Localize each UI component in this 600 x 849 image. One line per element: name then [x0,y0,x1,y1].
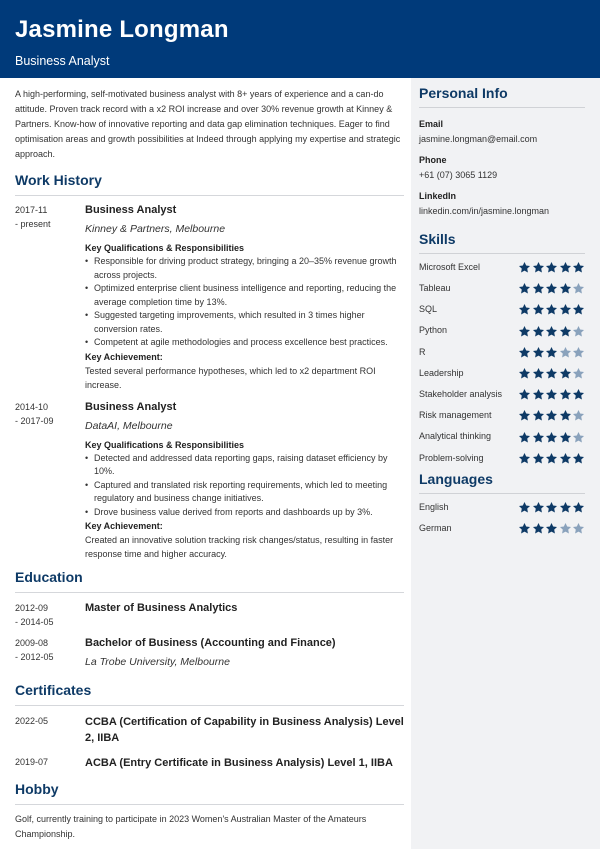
star-filled-icon [572,452,585,465]
star-filled-icon [545,282,558,295]
list-item: • Competent at agile methodologies and process excellence best practices. [85,336,404,350]
linkedin-value[interactable]: linkedin.com/in/jasmine.longman [419,206,550,216]
star-rating [518,367,586,380]
star-filled-icon [572,303,585,316]
hobby-text: Golf, currently training to participate in 2023 Women's Australian Master of the Amateurs Championship. [15,814,367,839]
email-value[interactable]: jasmine.longman@email.com [419,134,538,144]
star-empty-icon [572,431,585,444]
star-filled-icon [572,388,585,401]
star-filled-icon [545,346,558,359]
star-filled-icon [559,261,572,274]
rating-name: German [419,522,452,533]
rating-row [419,257,585,278]
personal-info-heading: Personal Info [419,83,585,108]
summary-text: A high-performing, self-motivated business analyst with 8+ years of experience and a can-do attitude. Proven track record with a x2 ROI increase and over 30% revenue growth at Kinney & Partners. Know-how of innovative reporting and data gap elimination techniques. Eager to find optimisation areas and growth possibilities at Indeed through applying my expertise and strategic approach. [15,89,401,159]
languages-heading: Languages [419,469,585,494]
star-filled-icon [545,388,558,401]
certificate-entry [15,714,404,746]
star-filled-icon [545,261,558,274]
star-rating [518,501,586,514]
star-filled-icon [545,522,558,535]
star-filled-icon [518,388,531,401]
rating-name: Problem-solving [419,452,484,463]
star-filled-icon [532,346,545,359]
star-filled-icon [518,452,531,465]
education-entry [15,601,404,629]
education-heading: Education [15,567,404,593]
star-filled-icon [545,367,558,380]
certificates-heading: Certificates [15,680,404,706]
star-empty-icon [559,346,572,359]
rating-name: English [419,501,449,512]
star-empty-icon [572,325,585,338]
star-filled-icon [532,409,545,422]
work-entry [15,400,404,562]
star-filled-icon [559,501,572,514]
star-filled-icon [545,452,558,465]
work-dates [15,203,85,392]
star-filled-icon [518,303,531,316]
rating-name: R [419,346,426,357]
star-filled-icon [532,388,545,401]
star-rating [518,325,586,338]
hobby-heading: Hobby [15,779,404,805]
star-filled-icon [532,325,545,338]
rating-row [419,278,585,299]
rating-name: Risk management [419,410,492,421]
rating-row [419,384,585,405]
star-filled-icon [559,431,572,444]
star-filled-icon [518,367,531,380]
star-empty-icon [572,409,585,422]
list-item: • Responsible for driving product strategy, bringing a 20–35% revenue growth across projects. [85,255,404,282]
date-start: 2017-11 [15,205,48,215]
star-filled-icon [518,346,531,359]
company-name: DataAI, Melbourne [85,419,173,432]
list-item: • Captured and translated risk reporting requirements, which led to meeting regulatory and business change initiatives. [85,479,404,506]
date-start: 2009-08 [15,638,49,648]
star-rating [518,261,586,274]
date-end: - present [15,219,51,229]
degree-title: Master of Business Analytics [85,602,238,614]
phone-value: +61 (07) 3065 1129 [419,170,498,180]
rating-name: Analytical thinking [419,431,492,442]
star-filled-icon [559,367,572,380]
rating-name: Stakeholder analysis [419,388,503,399]
skills-list [419,257,585,469]
phone-block [419,154,585,181]
star-filled-icon [518,409,531,422]
rating-name: Python [419,325,448,336]
rating-row [419,448,585,469]
date-start: 2014-10 [15,401,49,412]
star-filled-icon [532,303,545,316]
achievement-label: Key Achievement: [85,351,163,362]
star-rating [518,303,586,316]
list-item: • Detected and addressed data reporting gaps, raising dataset efficiency by 10%. [85,452,404,479]
responsibilities-label: Key Qualifications & Responsibilities [85,243,245,253]
phone-label: Phone [419,155,447,165]
email-block [419,118,585,145]
date-end: - 2014-05 [15,617,54,627]
star-filled-icon [545,501,558,514]
education-dates [15,601,85,629]
star-filled-icon [518,261,531,274]
candidate-name: Jasmine Longman [15,16,229,43]
achievement-text: Created an innovative solution tracking risk changes/status, resulting in faster response time and higher accuracy. [85,535,394,559]
work-history-heading: Work History [15,170,404,196]
school-name: La Trobe University, Melbourne [85,656,230,668]
star-filled-icon [518,325,531,338]
rating-name: Tableau [419,283,451,294]
certificate-entry [15,755,404,771]
email-label: Email [419,119,444,129]
work-entry [15,203,404,392]
star-empty-icon [572,522,585,535]
star-empty-icon [572,282,585,295]
star-filled-icon [559,303,572,316]
star-rating [518,452,586,465]
certificate-title: CCBA (Certification of Capability in Business Analysis) Level 2, IIBA [85,716,404,744]
degree-title: Bachelor of Business (Accounting and Finance) [85,637,336,649]
certificate-date: 2019-07 [15,757,49,767]
rating-name: Microsoft Excel [419,261,481,272]
star-filled-icon [559,388,572,401]
star-filled-icon [532,261,545,274]
star-rating [518,431,586,444]
rating-row [419,427,585,448]
star-filled-icon [532,522,545,535]
rating-name: SQL [419,304,438,315]
achievement-label: Key Achievement: [85,521,163,531]
responsibilities-label: Key Qualifications & Responsibilities [85,439,245,450]
linkedin-label: LinkedIn [419,191,457,201]
list-item: • Drove business value derived from reports and dashboards up by 3%. [85,506,404,520]
rating-row [419,497,585,518]
certificate-title: ACBA (Entry Certificate in Business Analysis) Level 1, IIBA [85,757,393,769]
star-filled-icon [532,501,545,514]
star-filled-icon [518,501,531,514]
star-empty-icon [559,522,572,535]
rating-row [419,363,585,384]
star-rating [518,346,586,359]
skills-heading: Skills [419,229,585,254]
star-rating [518,409,586,422]
rating-row [419,518,585,539]
star-filled-icon [532,431,545,444]
rating-row [419,299,585,320]
date-start: 2012-09 [15,603,49,613]
certificate-date: 2022-05 [15,716,49,726]
candidate-role: Business Analyst [15,53,110,68]
star-filled-icon [559,452,572,465]
star-rating [518,522,586,535]
rating-row [419,321,585,342]
sidebar [411,78,600,849]
list-item: • Suggested targeting improvements, which resulted in 3 times higher conversion rates. [85,309,404,336]
job-title: Business Analyst [85,400,177,413]
star-rating [518,282,586,295]
star-filled-icon [545,303,558,316]
star-filled-icon [532,367,545,380]
achievement-text: Tested several performance hypotheses, which led to x2 department ROI increase. [85,365,376,390]
star-filled-icon [518,282,531,295]
rating-row [419,405,585,426]
rating-row [419,342,585,363]
star-empty-icon [572,367,585,380]
star-filled-icon [532,452,545,465]
education-dates [15,636,85,669]
star-filled-icon [545,431,558,444]
date-end: - 2012-05 [15,652,54,662]
star-filled-icon [545,325,558,338]
job-title: Business Analyst [85,204,177,216]
responsibilities-list [85,452,404,520]
company-name: Kinney & Partners, Melbourne [85,223,226,235]
star-filled-icon [572,261,585,274]
list-item: • Optimized enterprise client business intelligence and reporting, reducing the average completion time by 13%. [85,282,404,309]
star-filled-icon [518,431,531,444]
date-end: - 2017-09 [15,415,54,426]
linkedin-block [419,190,585,217]
rating-name: Leadership [419,367,464,378]
education-entry [15,636,404,669]
work-dates [15,400,85,562]
responsibilities-list [85,255,404,350]
star-filled-icon [559,409,572,422]
languages-list [419,497,585,539]
star-filled-icon [559,282,572,295]
star-empty-icon [572,346,585,359]
star-filled-icon [545,409,558,422]
star-filled-icon [559,325,572,338]
main-column [0,78,411,849]
star-filled-icon [532,282,545,295]
star-filled-icon [518,522,531,535]
resume-header [0,0,600,78]
star-filled-icon [572,501,585,514]
star-rating [518,388,586,401]
